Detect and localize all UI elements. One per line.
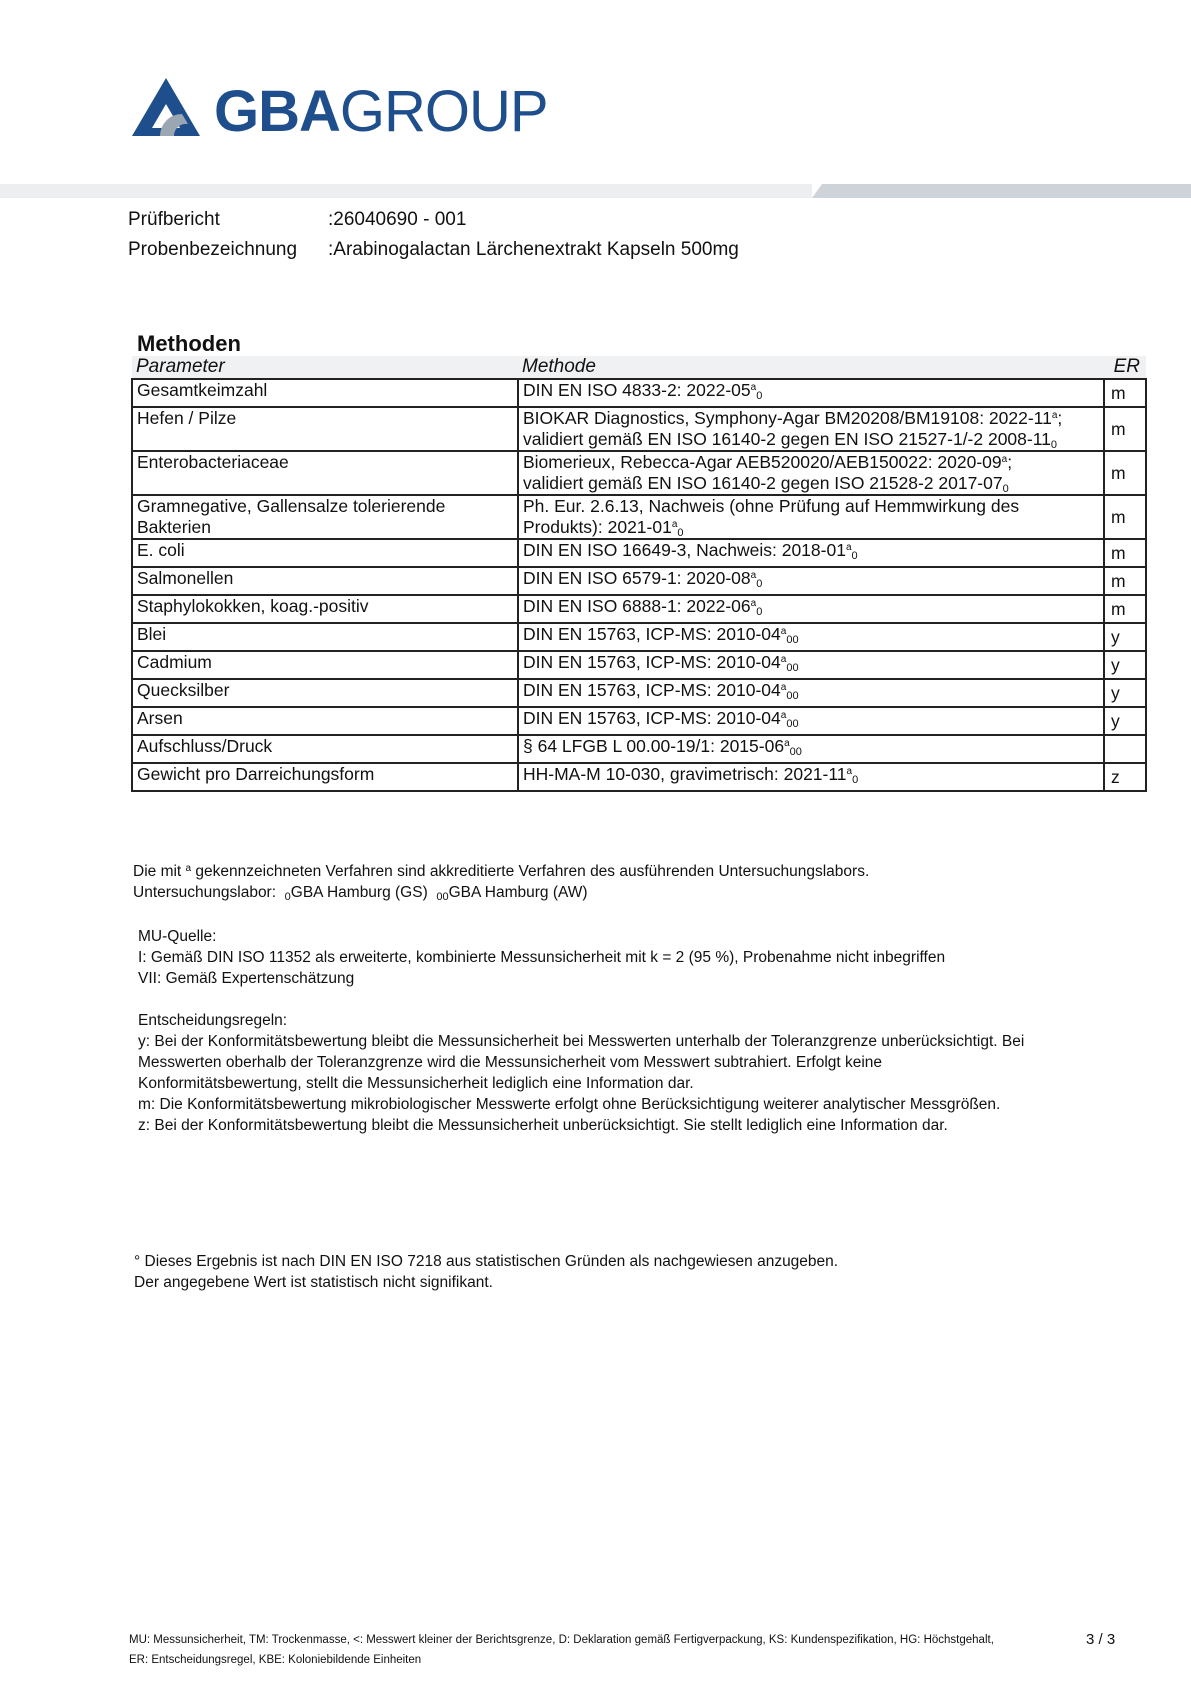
parameter-cell: Gesamtkeimzahl [132,379,518,407]
method-cell: DIN EN ISO 6579-1: $2020-08^a_0$ [518,567,1104,595]
table-row [132,379,1146,407]
table-row [132,495,1146,539]
decision-rule-cell: m [1104,451,1146,495]
column-header-er: ER [1104,356,1146,379]
decision-rule-line: Konformitätsbewertung, stellt die Messunsicherheit lediglich eine Information dar. [138,1075,694,1092]
mu-source-line: I: Gemäß DIN ISO 11352 als erweiterte, kombinierte Messunsicherheit mit k = 2 (95 %), Probenahme nicht inbegriffen [138,949,946,966]
decision-rule-cell: z [1104,763,1146,791]
method-cell: HH-MA-M 10-030, gravimetrisch: $2021-11^a_0$ [518,763,1104,791]
report-number-label: Prüfbericht [128,209,220,230]
table-row [132,651,1146,679]
footnote-line: Der angegebene Wert ist statistisch nicht signifikant. [134,1274,493,1291]
method-cell: BIOKAR Diagnostics, Symphony-Agar BM20208/BM19108: 2022-11$^a$; validiert gemäß EN ISO 16140-2 gegen EN ISO 21527-1/-2 $2008-11_0$ [518,407,1104,451]
table-row [132,735,1146,763]
decision-rule-cell: y [1104,623,1146,651]
page-number: 3 / 3 [1086,1631,1116,1648]
parameter-cell: Hefen / Pilze [132,407,518,451]
decision-rule-line: Messwerten oberhalb der Toleranzgrenze wird die Messunsicherheit vom Messwert subtrahiert. Erfolgt keine [138,1054,883,1071]
parameter-cell: Salmonellen [132,567,518,595]
table-header-row [132,356,1146,379]
parameter-cell: Staphylokokken, koag.-positiv [132,595,518,623]
footnote-line: ° Dieses Ergebnis ist nach DIN EN ISO 7218 aus statistischen Gründen als nachgewiesen anzugeben. [134,1253,839,1270]
parameter-cell: Quecksilber [132,679,518,707]
method-cell: DIN EN ISO 4833-2: $2022-05^a_0$ [518,379,1104,407]
decision-rule-cell: y [1104,707,1146,735]
mu-source-line: VII: Gemäß Expertenschätzung [138,970,355,987]
method-cell: DIN EN 15763, ICP-MS: $2010-04^a_{00}$ [518,707,1104,735]
method-cell: DIN EN ISO 16649-3, Nachweis: $2018-01^a_0$ [518,539,1104,567]
method-cell: DIN EN 15763, ICP-MS: $2010-04^a_{00}$ [518,623,1104,651]
parameter-cell: Arsen [132,707,518,735]
method-cell: § 64 LFGB L 00.00-19/1: $2015-06^a_{00}$ [518,735,1104,763]
header-band-accent [812,184,1191,198]
column-header-parameter: Parameter [132,356,518,379]
decision-rule-cell: m [1104,595,1146,623]
method-cell: DIN EN ISO 6888-1: $2022-06^a_0$ [518,595,1104,623]
decision-rule-cell: m [1104,567,1146,595]
company-logo [130,70,570,150]
decision-rule-line: z: Bei der Konformitätsbewertung bleibt die Messunsicherheit unberücksichtigt. Sie stellt lediglich eine Information dar. [138,1117,948,1134]
parameter-cell: Gewicht pro Darreichungsform [132,763,518,791]
table-row [132,679,1146,707]
accreditation-note: Die mit $^a$ gekennzeichneten Verfahren sind akkreditierte Verfahren des ausführenden Untersuchungslabors. [133,863,870,880]
parameter-cell: Blei [132,623,518,651]
parameter-cell: E. coli [132,539,518,567]
brand-wordmark: GBAGROUP [214,79,548,144]
decision-rule-cell [1104,735,1146,763]
methods-table [131,356,1145,792]
method-cell: DIN EN 15763, ICP-MS: $2010-04^a_{00}$ [518,651,1104,679]
gba-triangle-logo-icon [130,78,210,142]
method-cell: Biomerieux, Rebecca-Agar AEB520020/AEB150022: 2020-09$^a$; validiert gemäß EN ISO 16140-2 gegen ISO 21528-2 $2017-07_0$ [518,451,1104,495]
decision-rule-line: y: Bei der Konformitätsbewertung bleibt die Messunsicherheit bei Messwerten unterhalb der Toleranzgrenze unberücksichtigt. Bei [138,1033,1025,1050]
decision-rule-cell: m [1104,407,1146,451]
method-cell: Ph. Eur. 2.6.13, Nachweis (ohne Prüfung auf Hemmwirkung des Produkts): $2021-01^a_0$ [518,495,1104,539]
sample-name-label: Probenbezeichnung [128,239,298,260]
method-cell: DIN EN 15763, ICP-MS: $2010-04^a_{00}$ [518,679,1104,707]
table-row [132,763,1146,791]
decision-rules-title: Entscheidungsregeln: [138,1012,288,1029]
decision-rule-line: m: Die Konformitätsbewertung mikrobiologischer Messwerte erfolgt ohne Berücksichtigung weiterer analytischer Messgrößen. [138,1096,1001,1113]
table-row [132,595,1146,623]
parameter-cell: Cadmium [132,651,518,679]
abbreviations-line: MU: Messunsicherheit, TM: Trockenmasse, <: Messwert kleiner der Berichtsgrenze, D: Deklaration gemäß Fertigverpackung, KS: Kundenspezifikation, HG: Höchstgehalt, [129,1634,994,1646]
methods-title: Methoden [137,331,241,356]
parameter-cell: Aufschluss/Druck [132,735,518,763]
table-row [132,707,1146,735]
decision-rule-cell: m [1104,379,1146,407]
decision-rule-cell: m [1104,495,1146,539]
header-band [0,184,812,198]
report-number-value: :26040690 - 001 [328,209,467,230]
table-row [132,623,1146,651]
table-row [132,407,1146,451]
parameter-cell: Gramnegative, Gallensalze tolerierende Bakterien [132,495,518,539]
decision-rule-cell: y [1104,651,1146,679]
table-row [132,451,1146,495]
column-header-method: Methode [518,356,1104,379]
decision-rule-cell: y [1104,679,1146,707]
parameter-cell: Enterobacteriaceae [132,451,518,495]
sample-name-value: :Arabinogalactan Lärchenextrakt Kapseln 500mg [328,239,739,260]
table-row [132,567,1146,595]
abbreviations-line: ER: Entscheidungsregel, KBE: Koloniebildende Einheiten [129,1654,422,1666]
table-row [132,539,1146,567]
mu-source-title: MU-Quelle: [138,928,217,945]
lab-note: Untersuchungslabor: $_0$GBA Hamburg (GS) $_{00}$GBA Hamburg (AW) [133,884,588,903]
decision-rule-cell: m [1104,539,1146,567]
